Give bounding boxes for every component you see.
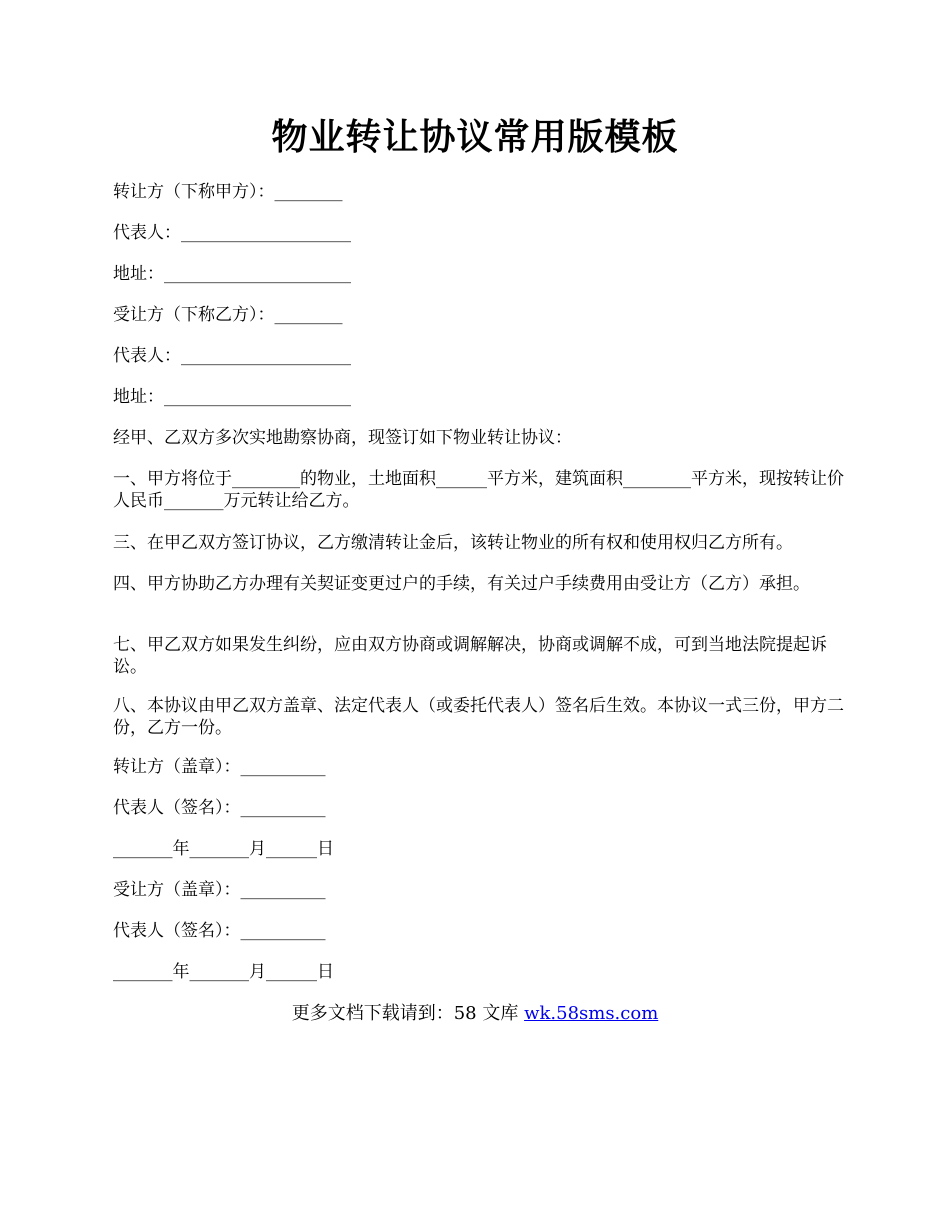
clause-three: 三、在甲乙双方签订协议，乙方缴清转让金后，该转让物业的所有权和使用权归乙方所有。 bbox=[113, 533, 793, 553]
transferee-address-field: 地址：______________________ bbox=[113, 387, 351, 407]
transferor-representative-field: 代表人：____________________ bbox=[113, 223, 351, 243]
clause-seven: 七、甲乙双方如果发生纠纷，应由双方协商或调解解决，协商或调解不成，可到当地法院提起诉讼。 bbox=[113, 635, 827, 677]
transferor-signature-line: 代表人（签名）：__________ bbox=[113, 798, 326, 818]
transferee-date-line: _______年_______月______日 bbox=[113, 962, 334, 982]
intro-paragraph: 经甲、乙双方多次实地勘察协商，现签订如下物业转让协议： bbox=[113, 428, 572, 448]
transferee-representative-field: 代表人：____________________ bbox=[113, 346, 351, 366]
footer-text: 更多文档下载请到：58 文库 bbox=[291, 1003, 525, 1024]
page-title: 物业转让协议常用版模板 bbox=[271, 116, 679, 158]
clause-eight: 八、本协议由甲乙双方盖章、法定代表人（或委托代表人）签名后生效。本协议一式三份，甲方二份，乙方一份。 bbox=[113, 696, 844, 738]
transferee-signature-line: 代表人（签名）：__________ bbox=[113, 921, 326, 941]
transferee-seal-line: 受让方（盖章）：__________ bbox=[113, 880, 326, 900]
transferee-field: 受让方（下称乙方）：________ bbox=[113, 305, 343, 325]
footer bbox=[0, 1002, 950, 1026]
transferor-date-line: _______年_______月______日 bbox=[113, 839, 334, 859]
transferor-field: 转让方（下称甲方）：________ bbox=[113, 182, 343, 202]
transferor-address-field: 地址：______________________ bbox=[113, 264, 351, 284]
footer-link[interactable]: wk.58sms.com bbox=[524, 1003, 659, 1024]
transferor-seal-line: 转让方（盖章）：__________ bbox=[113, 757, 326, 777]
clause-four: 四、甲方协助乙方办理有关契证变更过户的手续，有关过户手续费用由受让方（乙方）承担。 bbox=[113, 574, 810, 594]
clause-one: 一、甲方将位于________的物业，土地面积______平方米，建筑面积________平方米，现按转让价人民币_______万元转让给乙方。 bbox=[113, 469, 844, 511]
